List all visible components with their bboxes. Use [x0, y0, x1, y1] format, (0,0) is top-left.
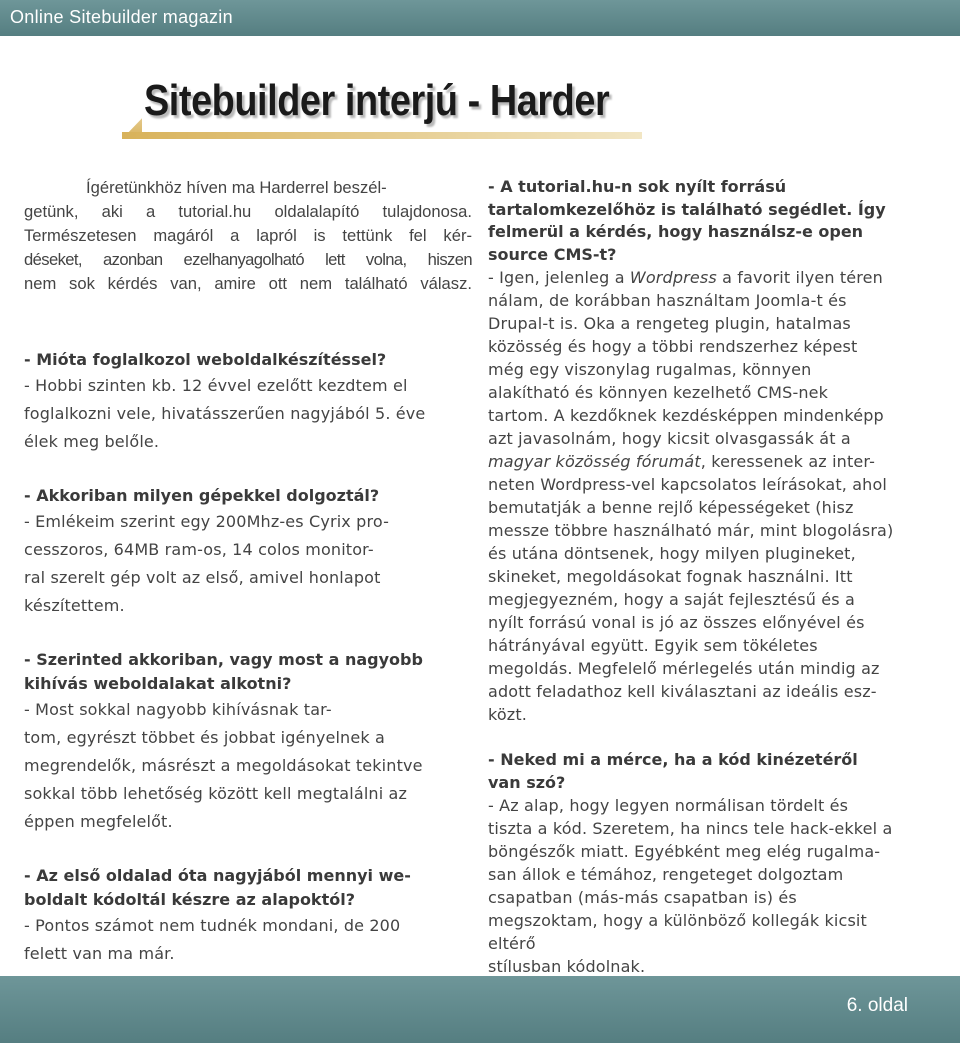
emphasis-text: magyar közösség fórumát [488, 452, 701, 471]
answer-text: böngészők miatt. Egyébként meg elég rugalma- [488, 842, 881, 861]
magazine-title: Online Sitebuilder magazin [10, 7, 233, 27]
question [488, 749, 950, 794]
answer-text: bemutatják a benne rejlő képességeket (hisz [488, 498, 854, 517]
answer-line [488, 289, 950, 312]
title-underline-accent [122, 70, 142, 139]
answer-line: - Emlékeim szerint egy 200Mhz-es Cyrix pro- [24, 512, 389, 531]
question [24, 348, 472, 372]
answer-line [488, 358, 950, 381]
answer-line [488, 542, 950, 565]
answer-line: foglalkozni vele, hivatásszerűen nagyjából 5. éve [24, 404, 426, 423]
answer-line [488, 634, 950, 657]
answer-text: Drupal-t is. Oka a rengeteg plugin, hatalmas [488, 314, 851, 333]
answer-text: még egy viszonylag rugalmas, könnyen [488, 360, 812, 379]
intro-paragraph [24, 176, 472, 296]
question-line: felmerül a kérdés, hogy használsz-e open [488, 222, 864, 241]
answer-line: ral szerelt gép volt az első, amivel honlapot [24, 568, 381, 587]
answer [24, 372, 472, 456]
question-line: - Akkoriban milyen gépekkel dolgoztál? [24, 486, 380, 505]
answer-line [488, 932, 950, 955]
answer-line: - Hobbi szinten kb. 12 évvel ezelőtt kezdtem el [24, 376, 408, 395]
answer-text: közt. [488, 705, 527, 724]
answer-line [488, 657, 950, 680]
answer-text: azt javasolnám, hogy kicsit olvasgassák át a [488, 429, 851, 448]
answer-line [488, 335, 950, 358]
answer-line [488, 886, 950, 909]
question-line: boldalt kódoltál készre az alapoktól? [24, 890, 355, 909]
answer-line: cesszoros, 64MB ram-os, 14 colos monitor- [24, 540, 374, 559]
intro-line: Ígéretünkhöz híven ma Harderrel beszél- [86, 178, 387, 197]
answer-text: csapatban (más-más csapatban is) és [488, 888, 797, 907]
answer-text: adott feladathoz kell kiválasztani az ideális esz- [488, 682, 877, 701]
answer-text: neten Wordpress-vel kapcsolatos leírásokat, ahol [488, 475, 887, 494]
question-line: - Neked mi a mérce, ha a kód kinézetéről [488, 750, 858, 769]
question [24, 864, 472, 912]
question-line: van szó? [488, 772, 566, 792]
answer-line [488, 680, 950, 703]
answer-line [488, 588, 950, 611]
question-line: source CMS-t? [488, 244, 617, 264]
answer-text: hátrányával együtt. Egyik sem tökéletes [488, 636, 818, 655]
answer-line [488, 703, 950, 726]
question [488, 176, 950, 266]
answer-text: megszoktam, hogy a különböző kollegák kicsit [488, 911, 867, 930]
answer-text: messze többre használható már, mint blogolásra) [488, 521, 894, 540]
answer-line [488, 817, 950, 840]
answer-text: eltérő [488, 934, 536, 953]
answer-text: alakítható és könnyen kezelhető CMS-nek [488, 383, 829, 402]
answer [24, 912, 472, 968]
answer-line [488, 450, 950, 473]
page-title: Sitebuilder interjú - Harder [144, 76, 610, 125]
answer-line [488, 404, 950, 427]
right-qa-list [488, 176, 950, 978]
answer [488, 794, 950, 978]
question-line: - Szerinted akkoriban, vagy most a nagyobb [24, 650, 423, 669]
emphasis-text: Wordpress [629, 268, 717, 287]
answer-line: tom, egyrészt többet és jobbat igényelnek a [24, 728, 385, 747]
answer-text: - Az alap, hogy legyen normálisan tördelt és [488, 796, 849, 815]
answer-line [488, 565, 950, 588]
answer-text: skineket, megoldásokat fognak használni. Itt [488, 567, 853, 586]
answer-line [488, 794, 950, 817]
answer-line: élek meg belőle. [24, 432, 160, 451]
answer-text: nyílt forrású vonal is jó az összes előnyével és [488, 613, 865, 632]
answer-text: stílusban kódolnak. [488, 957, 646, 976]
answer-line [488, 519, 950, 542]
answer-text: a favorit ilyen téren [716, 268, 883, 287]
answer-line [488, 909, 950, 932]
answer-line [488, 381, 950, 404]
answer-line [488, 611, 950, 634]
intro-line: déseket, azonban ezelhanyagolható lett volna, hiszen [24, 250, 472, 269]
answer-line: - Pontos számot nem tudnék mondani, de 200 [24, 916, 401, 935]
answer-line [488, 266, 950, 289]
answer-text: megoldás. Megfelelő mérlegelés után mindig az [488, 659, 880, 678]
left-qa-list [24, 348, 472, 968]
question-line: kihívás weboldalakat alkotni? [24, 674, 292, 693]
answer-line [488, 863, 950, 886]
answer-line [488, 840, 950, 863]
answer-line: felett van ma már. [24, 944, 175, 963]
answer-line [488, 955, 950, 978]
answer [24, 508, 472, 620]
title-underline [122, 132, 642, 139]
answer-text: - Igen, jelenleg a [488, 268, 630, 287]
answer-line: éppen megfelelőt. [24, 812, 173, 831]
right-column [488, 176, 950, 1001]
page-number: 6. oldal [846, 995, 908, 1016]
header-bar [0, 0, 960, 36]
answer-line: készítettem. [24, 596, 125, 615]
answer-text: tartom. A kezdőknek kezdésképpen mindenképp [488, 406, 884, 425]
answer-text: megjegyezném, hogy a saját fejlesztésű és a [488, 590, 855, 609]
answer-text: tiszta a kód. Szeretem, ha nincs tele hack-ekkel a [488, 819, 893, 838]
answer-text: és utána döntsenek, hogy milyen plugineket, [488, 544, 856, 563]
question-line: - Az első oldalad óta nagyjából mennyi we- [24, 866, 411, 885]
title-area [122, 70, 822, 150]
answer-text: nálam, de korábban használtam Joomla-t és [488, 291, 847, 310]
answer-text: , keressenek az inter- [700, 452, 876, 471]
question-line: tartalomkezelőhöz is található segédlet. Így [488, 199, 886, 219]
question-line: - A tutorial.hu-n sok nyílt forrású [488, 177, 787, 196]
answer [488, 266, 950, 726]
answer-line [488, 312, 950, 335]
answer-line: megrendelők, másrészt a megoldásokat tekintve [24, 756, 423, 775]
answer [24, 696, 472, 836]
intro-line: getünk, aki a tutorial.hu oldalalapító tulajdonosa. [24, 202, 472, 221]
answer-line [488, 427, 950, 450]
intro-line: nem sok kérdés van, amire ott nem található válasz. [24, 274, 472, 293]
answer-line: - Most sokkal nagyobb kihívásnak tar- [24, 700, 332, 719]
answer-line [488, 496, 950, 519]
left-column [24, 176, 472, 996]
question [24, 484, 472, 508]
answer-line: sokkal több lehetőség között kell megtalálni az [24, 784, 408, 803]
footer-bar [0, 976, 960, 1043]
answer-text: san állok e témához, rengeteget dolgoztam [488, 865, 844, 884]
answer-text: közösség és hogy a többi rendszerhez képest [488, 337, 858, 356]
answer-line [488, 473, 950, 496]
question [24, 648, 472, 696]
intro-line: Természetesen magáról a lapról is tettünk fel kér- [24, 226, 472, 245]
question-line: - Mióta foglalkozol weboldalkészítéssel? [24, 350, 387, 369]
